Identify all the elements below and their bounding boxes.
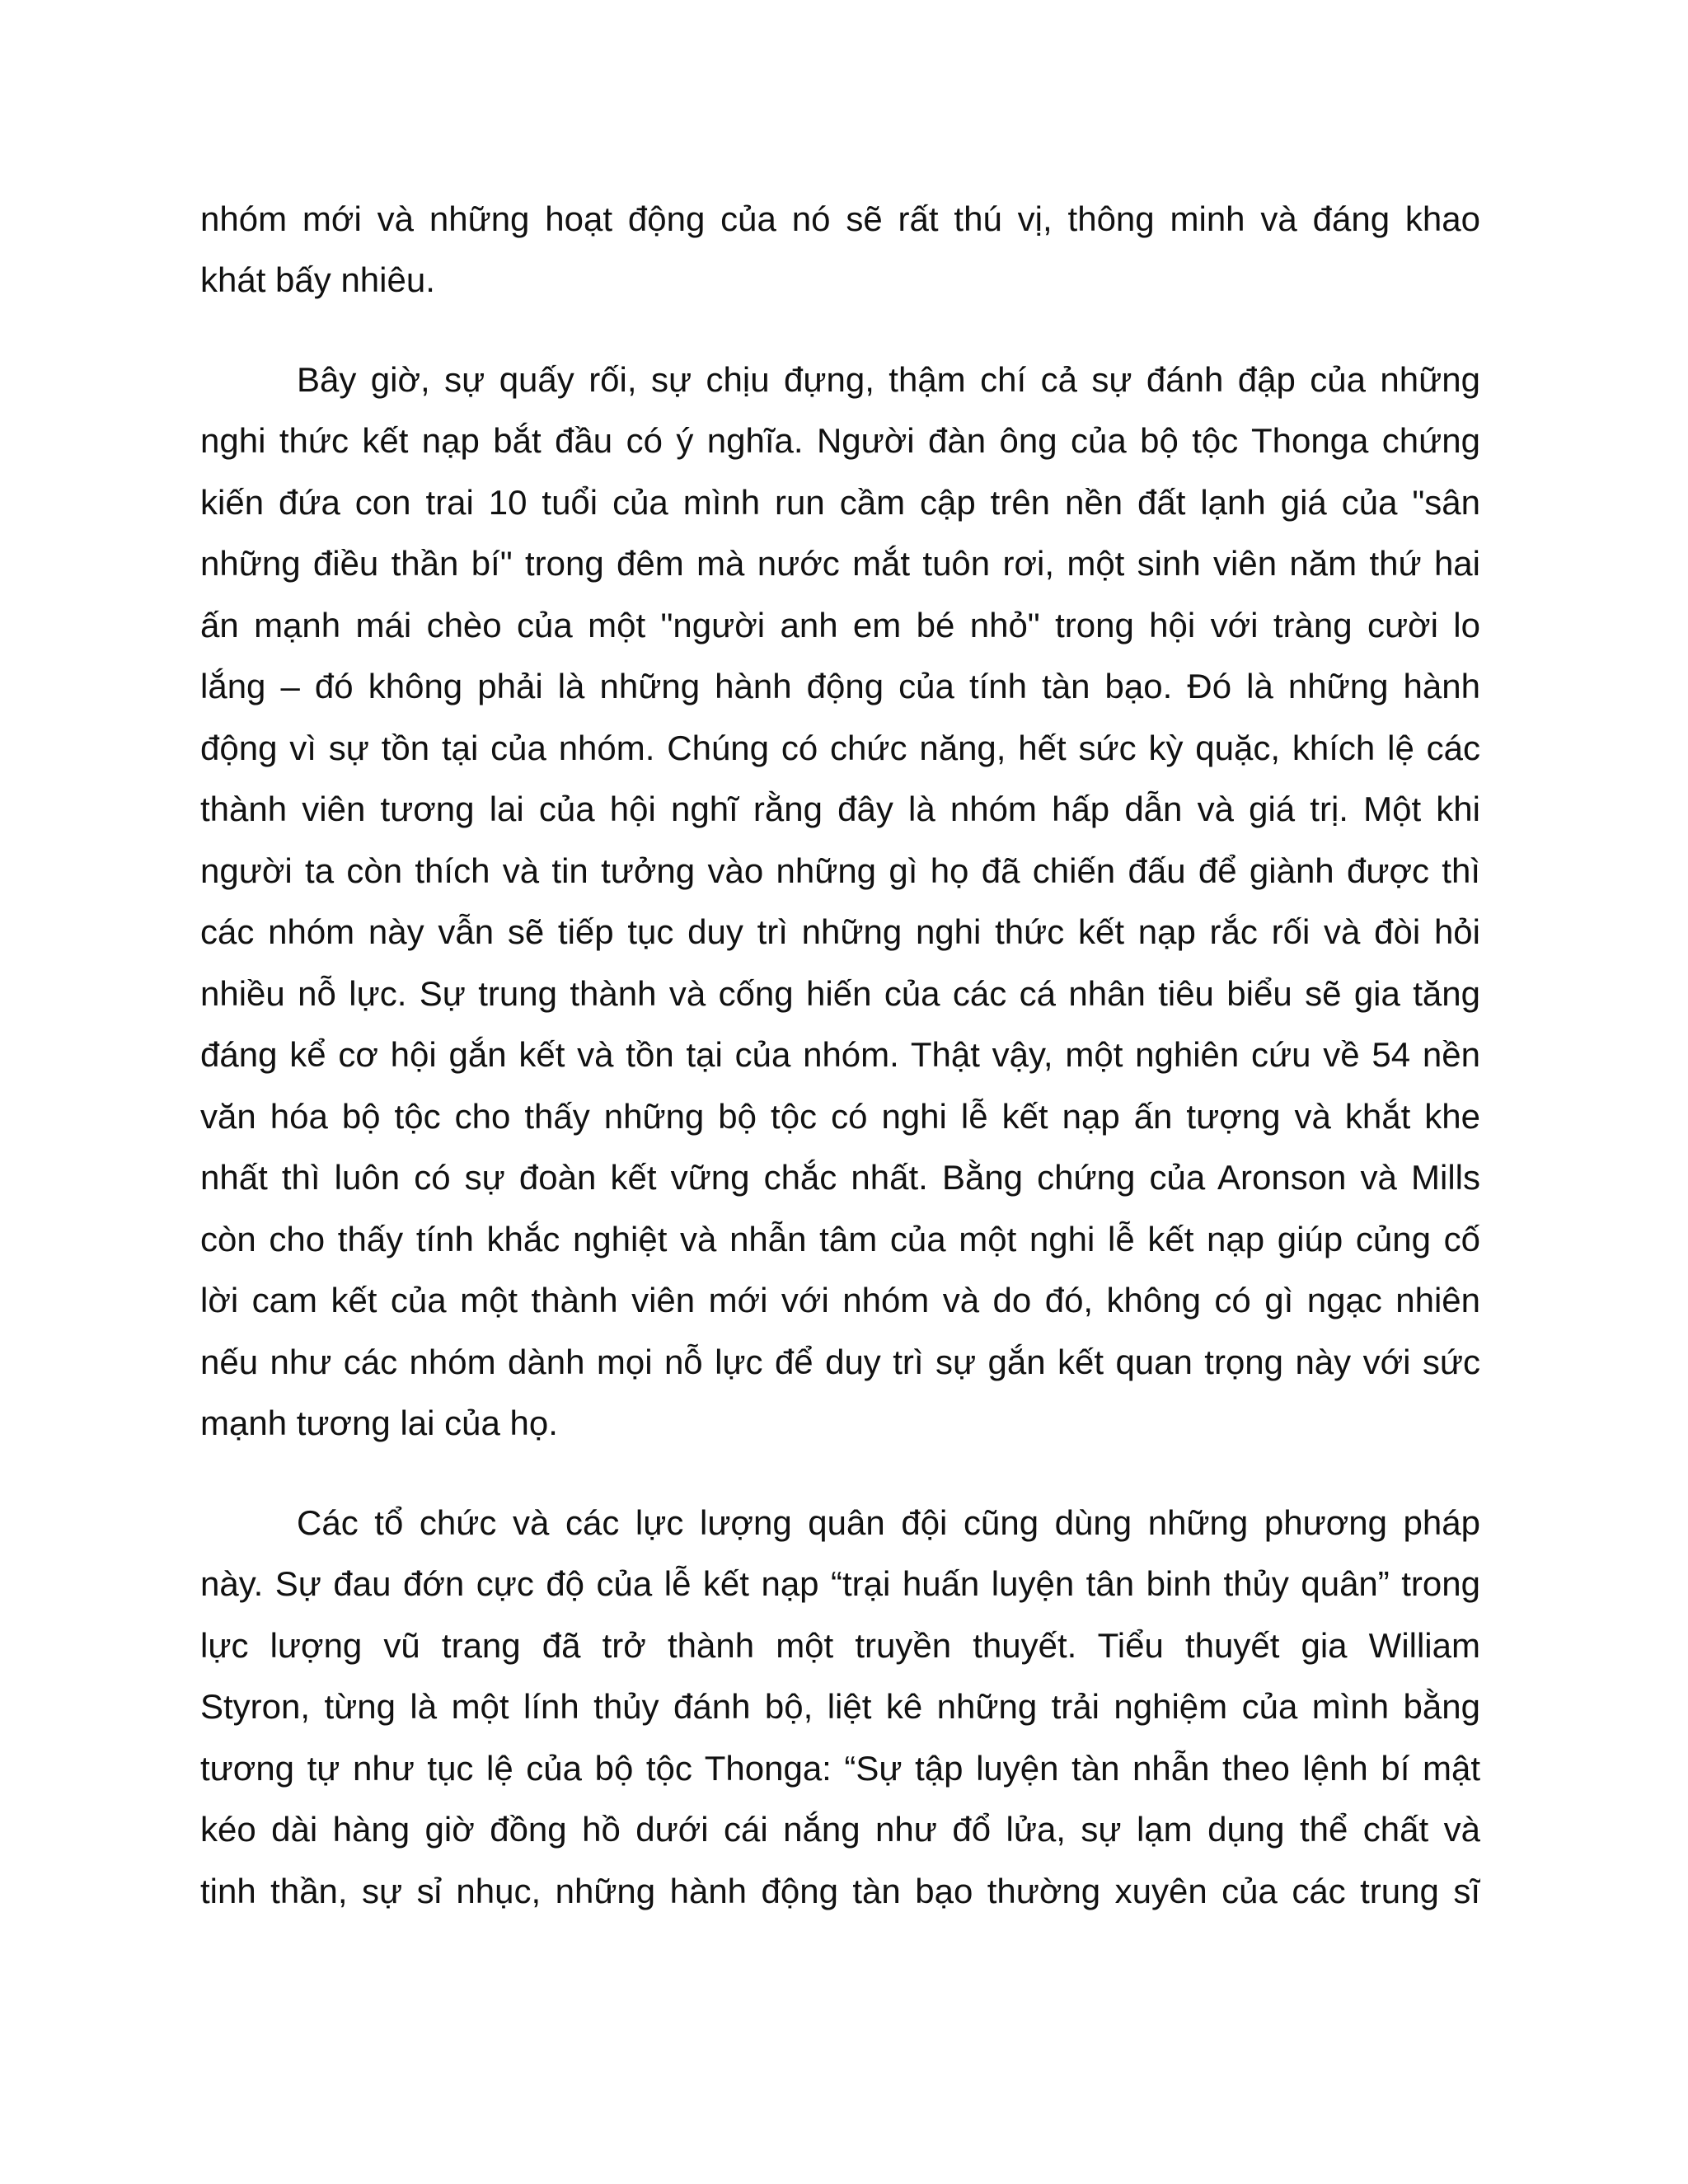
text-line: những điều thần bí" trong đêm mà nước mắt tuôn rơi, một sinh viên năm thứ hai <box>200 544 1480 583</box>
text-line: các nhóm này vẫn sẽ tiếp tục duy trì những nghi thức kết nạp rắc rối và đòi hỏi <box>200 912 1480 951</box>
text-line: nhất thì luôn có sự đoàn kết vững chắc nhất. Bằng chứng của Aronson và Mills <box>200 1158 1480 1197</box>
text-line: nghi thức kết nạp bắt đầu có ý nghĩa. Người đàn ông của bộ tộc Thonga chứng <box>200 421 1480 460</box>
text-line: nhiều nỗ lực. Sự trung thành và cống hiến của các cá nhân tiêu biểu sẽ gia tăng <box>200 974 1480 1013</box>
text-line: còn cho thấy tính khắc nghiệt và nhẫn tâm của một nghi lễ kết nạp giúp củng cố <box>200 1220 1480 1258</box>
text-line: người ta còn thích và tin tưởng vào những gì họ đã chiến đấu để giành được thì <box>200 851 1480 890</box>
text-line: tương tự như tục lệ của bộ tộc Thonga: “Sự tập luyện tàn nhẫn theo lệnh bí mật <box>200 1749 1480 1788</box>
text-line: đáng kể cơ hội gắn kết và tồn tại của nhóm. Thật vậy, một nghiên cứu về 54 nền <box>200 1035 1480 1074</box>
text-line: Styron, từng là một lính thủy đánh bộ, liệt kê những trải nghiệm của mình bằng <box>200 1687 1480 1726</box>
text-line: khát bấy nhiêu. <box>200 260 435 299</box>
text-line: lời cam kết của một thành viên mới với nhóm và do đó, không có gì ngạc nhiên <box>200 1281 1480 1319</box>
text-line: văn hóa bộ tộc cho thấy những bộ tộc có nghi lễ kết nạp ấn tượng và khắt khe <box>200 1097 1480 1136</box>
text-line: thành viên tương lai của hội nghĩ rằng đây là nhóm hấp dẫn và giá trị. Một khi <box>200 790 1480 828</box>
text-line: lực lượng vũ trang đã trở thành một truyền thuyết. Tiểu thuyết gia William <box>200 1626 1480 1665</box>
text-line: nếu như các nhóm dành mọi nỗ lực để duy trì sự gắn kết quan trọng này với sức <box>200 1343 1480 1381</box>
text-line: kéo dài hàng giờ đồng hồ dưới cái nắng như đổ lửa, sự lạm dụng thể chất và <box>200 1810 1480 1849</box>
text-line: mạnh tương lai của họ. <box>200 1404 558 1442</box>
text-line: lắng – đó không phải là những hành động của tính tàn bạo. Đó là những hành <box>200 667 1480 705</box>
text-line: ấn mạnh mái chèo của một "người anh em bé nhỏ" trong hội với tràng cười lo <box>200 606 1480 644</box>
text-line: động vì sự tồn tại của nhóm. Chúng có chức năng, hết sức kỳ quặc, khích lệ các <box>200 729 1480 767</box>
text-line: Các tổ chức và các lực lượng quân đội cũng dùng những phương pháp <box>297 1503 1480 1542</box>
text-line: này. Sự đau đớn cực độ của lễ kết nạp “trại huấn luyện tân binh thủy quân” trong <box>200 1564 1480 1603</box>
text-line: kiến đứa con trai 10 tuổi của mình run cầm cập trên nền đất lạnh giá của "sân <box>200 483 1480 522</box>
text-line: tinh thần, sự sỉ nhục, những hành động tàn bạo thường xuyên của các trung sĩ <box>200 1872 1480 1910</box>
text-line: Bây giờ, sự quấy rối, sự chịu đựng, thậm chí cả sự đánh đập của những <box>297 360 1480 399</box>
text-line: nhóm mới và những hoạt động của nó sẽ rất thú vị, thông minh và đáng khao <box>200 199 1480 238</box>
